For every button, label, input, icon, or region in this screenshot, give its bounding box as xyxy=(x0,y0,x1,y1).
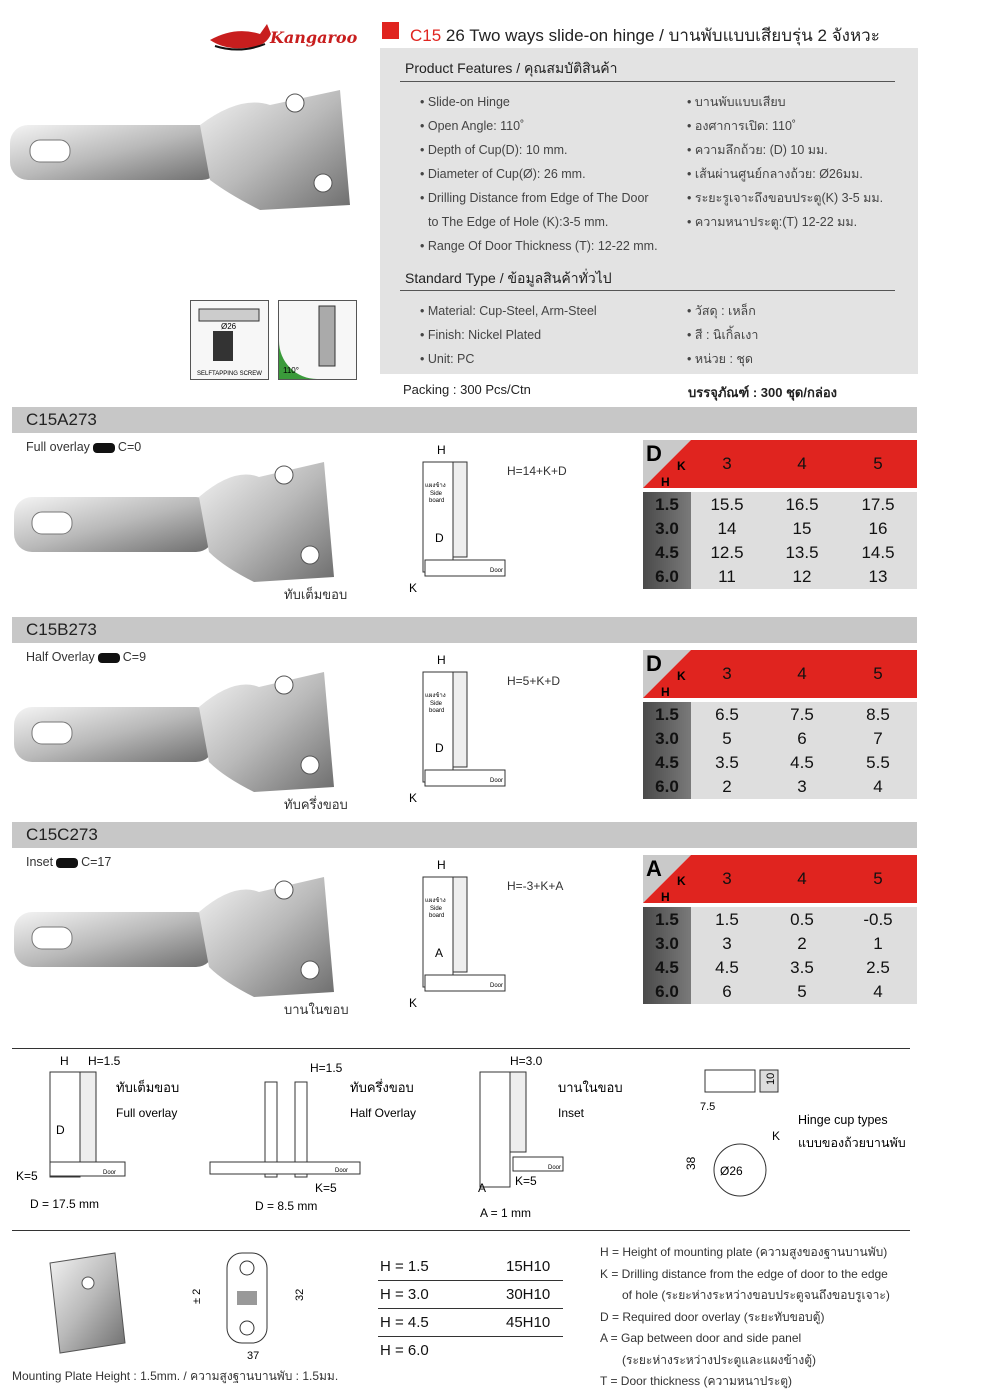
plate-caption: Mounting Plate Height : 1.5mm. / ความสูงฐานบานพับ : 1.5มม. xyxy=(12,1369,339,1383)
cup-k-label: K xyxy=(772,1129,781,1143)
title-marker xyxy=(382,22,399,39)
legend-line: K = Drilling distance from the edge of door to the edge xyxy=(600,1266,888,1281)
diagram-door: Door xyxy=(490,983,504,989)
install-diagram xyxy=(405,442,515,607)
table-cell: -0.5 xyxy=(863,910,893,929)
diagram-d: D xyxy=(435,741,444,755)
cup-dim-10: 10 xyxy=(765,1072,777,1085)
section-band xyxy=(12,617,917,643)
diagram-side-en2: board xyxy=(429,708,445,714)
packing-en: Packing : 300 Pcs/Ctn xyxy=(403,382,531,397)
corner-sub: K xyxy=(677,669,686,683)
table-cell: 12 xyxy=(792,567,812,586)
legend-line: of hole (ระยะห่างระหว่างขอบประตูจนถึงขอบรูเจาะ) xyxy=(622,1288,890,1302)
corner-side: H xyxy=(661,890,670,903)
table-cell: 8.5 xyxy=(866,705,890,724)
standard-en-item: • Unit: PC xyxy=(420,352,475,366)
table-cell: 2 xyxy=(797,934,807,953)
feature-en-item: • Diameter of Cup(Ø): 26 mm. xyxy=(420,167,586,181)
table-row-header: 3.0 xyxy=(655,519,679,538)
corner-sub: K xyxy=(677,874,686,888)
example-d-label: D xyxy=(56,1123,65,1137)
table-col-header: 3 xyxy=(722,454,732,473)
table-cell: 15.5 xyxy=(710,495,744,514)
table-cell: 13 xyxy=(868,567,888,586)
corner-sub: K xyxy=(677,459,686,473)
diagram-side-th: แผงข้าง xyxy=(425,898,446,904)
h-code: 15H10 xyxy=(506,1258,551,1275)
example-thai: บานในขอบ xyxy=(558,1080,623,1095)
h-value: H = 6.0 xyxy=(380,1342,429,1359)
table-col-header: 4 xyxy=(797,869,807,888)
table-cell: 7 xyxy=(873,729,883,748)
standard-en-item: • Finish: Nickel Plated xyxy=(420,328,542,342)
hinge-photo xyxy=(14,872,344,1007)
mounting-plate-photo xyxy=(30,1243,135,1363)
example-en: Half Overlay xyxy=(350,1106,417,1120)
standard-th-item: • หน่วย : ชุด xyxy=(687,352,754,366)
table-cell: 3 xyxy=(722,934,732,953)
table-cell: 6 xyxy=(797,729,807,748)
hinge-cup-diagram xyxy=(665,1062,915,1212)
model-code: C15 xyxy=(410,26,442,45)
example-result: A = 1 mm xyxy=(480,1206,532,1220)
diagram-side-en1: Side xyxy=(430,906,443,912)
h-rule xyxy=(378,1336,563,1337)
legend xyxy=(600,1242,890,1393)
h-code: 45H10 xyxy=(506,1314,551,1331)
install-diagram xyxy=(405,857,515,1022)
corner-side: H xyxy=(661,475,670,488)
section-band xyxy=(12,407,917,433)
example-h-label: H xyxy=(60,1054,69,1068)
hinge-photo xyxy=(14,457,344,592)
packing-th: บรรจุภัณฑ์ : 300 ชุด/กล่อง xyxy=(688,385,837,400)
h-value: H = 1.5 xyxy=(380,1258,429,1275)
table-cell: 3.5 xyxy=(715,753,739,772)
overlay-type: Inset C=17 xyxy=(26,855,112,869)
feature-en-item: • Depth of Cup(D): 10 mm. xyxy=(420,143,568,157)
table-cell: 16.5 xyxy=(785,495,819,514)
table-col-header: 3 xyxy=(722,664,732,683)
h-rule xyxy=(378,1308,563,1309)
table-row-header: 1.5 xyxy=(655,495,679,514)
example-door: Door xyxy=(335,1168,349,1174)
table-col-header: 5 xyxy=(873,664,883,683)
section-code: C15A273 xyxy=(26,410,97,429)
table-cell: 12.5 xyxy=(710,543,744,562)
diagram-side-th: แผงข้าง xyxy=(425,693,446,699)
section-band xyxy=(12,822,917,848)
table-row-header: 1.5 xyxy=(655,705,679,724)
open-angle-icon xyxy=(278,300,357,380)
example-en: Full overlay xyxy=(116,1106,178,1120)
plate-dim-pm2: ± 2 xyxy=(191,1288,203,1304)
feature-th-item: • เส้นผ่านศูนย์กลางถ้วย: Ø26มม. xyxy=(687,167,863,181)
example-h-value: H=3.0 xyxy=(510,1054,543,1068)
example-half-overlay xyxy=(210,1061,416,1213)
table-row-header: 6.0 xyxy=(655,777,679,796)
thai-caption: บานในขอบ xyxy=(284,1002,349,1017)
table-row-header: 6.0 xyxy=(655,982,679,1001)
standard-rule xyxy=(400,290,895,291)
cup-dim-75: 7.5 xyxy=(700,1101,716,1113)
table-row-header: 3.0 xyxy=(655,934,679,953)
cup-screw-icon xyxy=(190,300,269,380)
plate-dim-37: 37 xyxy=(247,1350,260,1362)
feature-en-item: • Drilling Distance from Edge of The Door xyxy=(420,191,649,205)
table-row-header: 6.0 xyxy=(655,567,679,586)
example-h-value: H=1.5 xyxy=(310,1061,343,1075)
feature-th-item: • บานพับแบบเสียบ xyxy=(687,95,786,109)
diagram-k: K xyxy=(409,791,418,805)
table-cell: 16 xyxy=(868,519,888,538)
table-cell: 5 xyxy=(797,982,807,1001)
table-cell: 11 xyxy=(718,567,736,586)
brand-name: Kangaroo xyxy=(270,28,358,47)
diagram-side-en2: board xyxy=(429,913,445,919)
example-full-overlay xyxy=(16,1054,179,1211)
h-value: H = 4.5 xyxy=(380,1314,429,1331)
feature-th-item: • ระยะรูเจาะถึงขอบประตู(K) 3-5 มม. xyxy=(687,191,884,205)
feature-en-item: • Slide-on Hinge xyxy=(420,95,510,109)
table-cell: 1 xyxy=(873,934,883,953)
table-col-header: 5 xyxy=(873,454,883,473)
example-h-value: H=1.5 xyxy=(88,1054,121,1068)
table-col-header: 5 xyxy=(873,869,883,888)
table-row-header: 4.5 xyxy=(655,543,679,562)
plate-dim-32: 32 xyxy=(294,1288,306,1301)
overlay-icon xyxy=(98,653,120,663)
diagram-d: D xyxy=(435,531,444,545)
installation-examples xyxy=(10,1052,650,1222)
install-diagram xyxy=(405,652,515,817)
standard-heading: Standard Type / ข้อมูลสินค้าทั่วไป xyxy=(405,270,612,286)
legend-line: A = Gap between door and side panel xyxy=(600,1331,802,1345)
example-inset xyxy=(478,1054,623,1220)
overlay-icon xyxy=(56,858,78,868)
hinge-photo xyxy=(10,85,360,220)
table-cell: 2 xyxy=(722,777,732,796)
table-cell: 2.5 xyxy=(866,958,890,977)
corner-top: A xyxy=(646,856,662,881)
height-formula: H=5+K+D xyxy=(507,674,561,688)
h-rule xyxy=(378,1280,563,1281)
table-corner xyxy=(643,855,691,903)
table-cell: 7.5 xyxy=(790,705,814,724)
diagram-door: Door xyxy=(490,778,504,784)
table-row-header: 4.5 xyxy=(655,958,679,977)
h-code: 30H10 xyxy=(506,1286,551,1303)
diagram-d: A xyxy=(435,946,444,960)
table-cell: 13.5 xyxy=(785,543,819,562)
example-en: Inset xyxy=(558,1106,585,1120)
title-text: 26 Two ways slide-on hinge / บานพับแบบเสียบรุ่น 2 จังหวะ xyxy=(445,26,880,45)
table-cell: 1.5 xyxy=(715,910,739,929)
feature-th-item: • ความหนาประตู:(T) 12-22 มม. xyxy=(687,215,858,229)
legend-line: T = Door thickness (ความหนาประตู) xyxy=(600,1374,793,1388)
table-cell: 3 xyxy=(797,777,807,796)
standard-en-list xyxy=(420,299,597,371)
cup-label-th: แบบของถ้วยบานพับ xyxy=(798,1136,906,1150)
table-cell: 4 xyxy=(873,982,883,1001)
diagram-k: K xyxy=(409,581,418,595)
standard-th-item: • วัสดุ : เหล็ก xyxy=(687,304,756,318)
diagram-side-th: แผงข้าง xyxy=(425,483,446,489)
standard-th-list xyxy=(687,299,758,371)
diagram-h: H xyxy=(437,443,446,457)
table-corner xyxy=(643,650,691,698)
table-col-header: 4 xyxy=(797,454,807,473)
example-result: D = 8.5 mm xyxy=(255,1199,318,1213)
height-formula: H=-3+K+A xyxy=(507,879,564,893)
plate-divider xyxy=(12,1230,910,1231)
diagram-h: H xyxy=(437,858,446,872)
table-cell: 3.5 xyxy=(790,958,814,977)
angle-label: 110° xyxy=(283,366,299,375)
example-result: D = 17.5 mm xyxy=(30,1197,100,1211)
example-thai: ทับครึ่งขอบ xyxy=(350,1080,414,1095)
overlay-type: Full overlay C=0 xyxy=(26,440,142,454)
corner-top: D xyxy=(646,651,662,676)
example-a-label: A xyxy=(478,1181,487,1195)
overlay-icon xyxy=(93,443,115,453)
features-en-list xyxy=(420,90,658,258)
feature-th-item: • องศาการเปิด: 110˚ xyxy=(687,119,797,133)
table-col-header: 4 xyxy=(797,664,807,683)
screw-label: SELFTAPPING SCREW xyxy=(197,371,262,377)
example-door: Door xyxy=(103,1170,117,1176)
table-cell: 5 xyxy=(722,729,732,748)
legend-line: D = Required door overlay (ระยะทับขอบตู้) xyxy=(600,1309,825,1324)
height-formula: H=14+K+D xyxy=(507,464,567,478)
legend-line: (ระยะห่างระหว่างประตูและแผงข้างตู้) xyxy=(622,1352,817,1367)
diagram-door: Door xyxy=(490,568,504,574)
table-row-header: 4.5 xyxy=(655,753,679,772)
standard-th-item: • สี : นิเกิ้ลเงา xyxy=(687,328,759,342)
table-cell: 6.5 xyxy=(715,705,739,724)
features-th-list xyxy=(687,90,883,234)
cup-diameter-label: Ø26 xyxy=(221,322,237,331)
example-door: Door xyxy=(548,1165,562,1171)
features-rule xyxy=(400,81,895,82)
diagram-side-en1: Side xyxy=(430,491,443,497)
diagram-k: K xyxy=(409,996,418,1010)
example-thai: ทับเต็มขอบ xyxy=(116,1080,180,1095)
features-heading: Product Features / คุณสมบัติสินค้า xyxy=(405,60,618,76)
diagram-side-en1: Side xyxy=(430,701,443,707)
table-cell: 4.5 xyxy=(790,753,814,772)
table-cell: 6 xyxy=(722,982,732,1001)
thai-caption: ทับครึ่งขอบ xyxy=(284,797,348,812)
table-cell: 0.5 xyxy=(790,910,814,929)
example-k-label: K=5 xyxy=(515,1174,537,1188)
diagram-side-en2: board xyxy=(429,498,445,504)
example-k-label: K=5 xyxy=(315,1181,337,1195)
hinge-photo xyxy=(14,667,344,802)
page-title xyxy=(410,22,880,49)
section-code: C15C273 xyxy=(26,825,98,844)
example-k-label: K=5 xyxy=(16,1169,38,1183)
table-row-header: 1.5 xyxy=(655,910,679,929)
cup-dim-38: 38 xyxy=(684,1156,698,1170)
standard-en-item: • Material: Cup-Steel, Arm-Steel xyxy=(420,304,597,318)
diagram-h: H xyxy=(437,653,446,667)
table-cell: 4 xyxy=(873,777,883,796)
corner-side: H xyxy=(661,685,670,698)
feature-en-item: • Open Angle: 110˚ xyxy=(420,119,525,133)
table-cell: 14 xyxy=(717,519,737,538)
feature-th-item: • ความลึกถ้วย: (D) 10 มม. xyxy=(687,143,828,157)
section-code: C15B273 xyxy=(26,620,97,639)
corner-top: D xyxy=(646,441,662,466)
h-value: H = 3.0 xyxy=(380,1286,429,1303)
table-cell: 17.5 xyxy=(861,495,895,514)
table-corner xyxy=(643,440,691,488)
table-row-header: 3.0 xyxy=(655,729,679,748)
cup-label-en: Hinge cup types xyxy=(798,1113,888,1127)
feature-en-item: • Range Of Door Thickness (T): 12-22 mm. xyxy=(420,239,658,253)
table-col-header: 3 xyxy=(722,869,732,888)
overlay-type: Half Overlay C=9 xyxy=(26,650,147,664)
cup-dim-26: Ø26 xyxy=(720,1164,743,1178)
legend-line: H = Height of mounting plate (ความสูงของฐานบานพับ) xyxy=(600,1245,888,1259)
mounting-plate-drawing xyxy=(185,1243,315,1363)
table-cell: 5.5 xyxy=(866,753,890,772)
table-cell: 14.5 xyxy=(861,543,895,562)
table-cell: 15 xyxy=(792,519,812,538)
examples-divider xyxy=(12,1048,910,1049)
table-cell: 4.5 xyxy=(715,958,739,977)
feature-en-item: to The Edge of Hole (K):3-5 mm. xyxy=(428,215,609,229)
thai-caption: ทับเต็มขอบ xyxy=(284,587,348,602)
